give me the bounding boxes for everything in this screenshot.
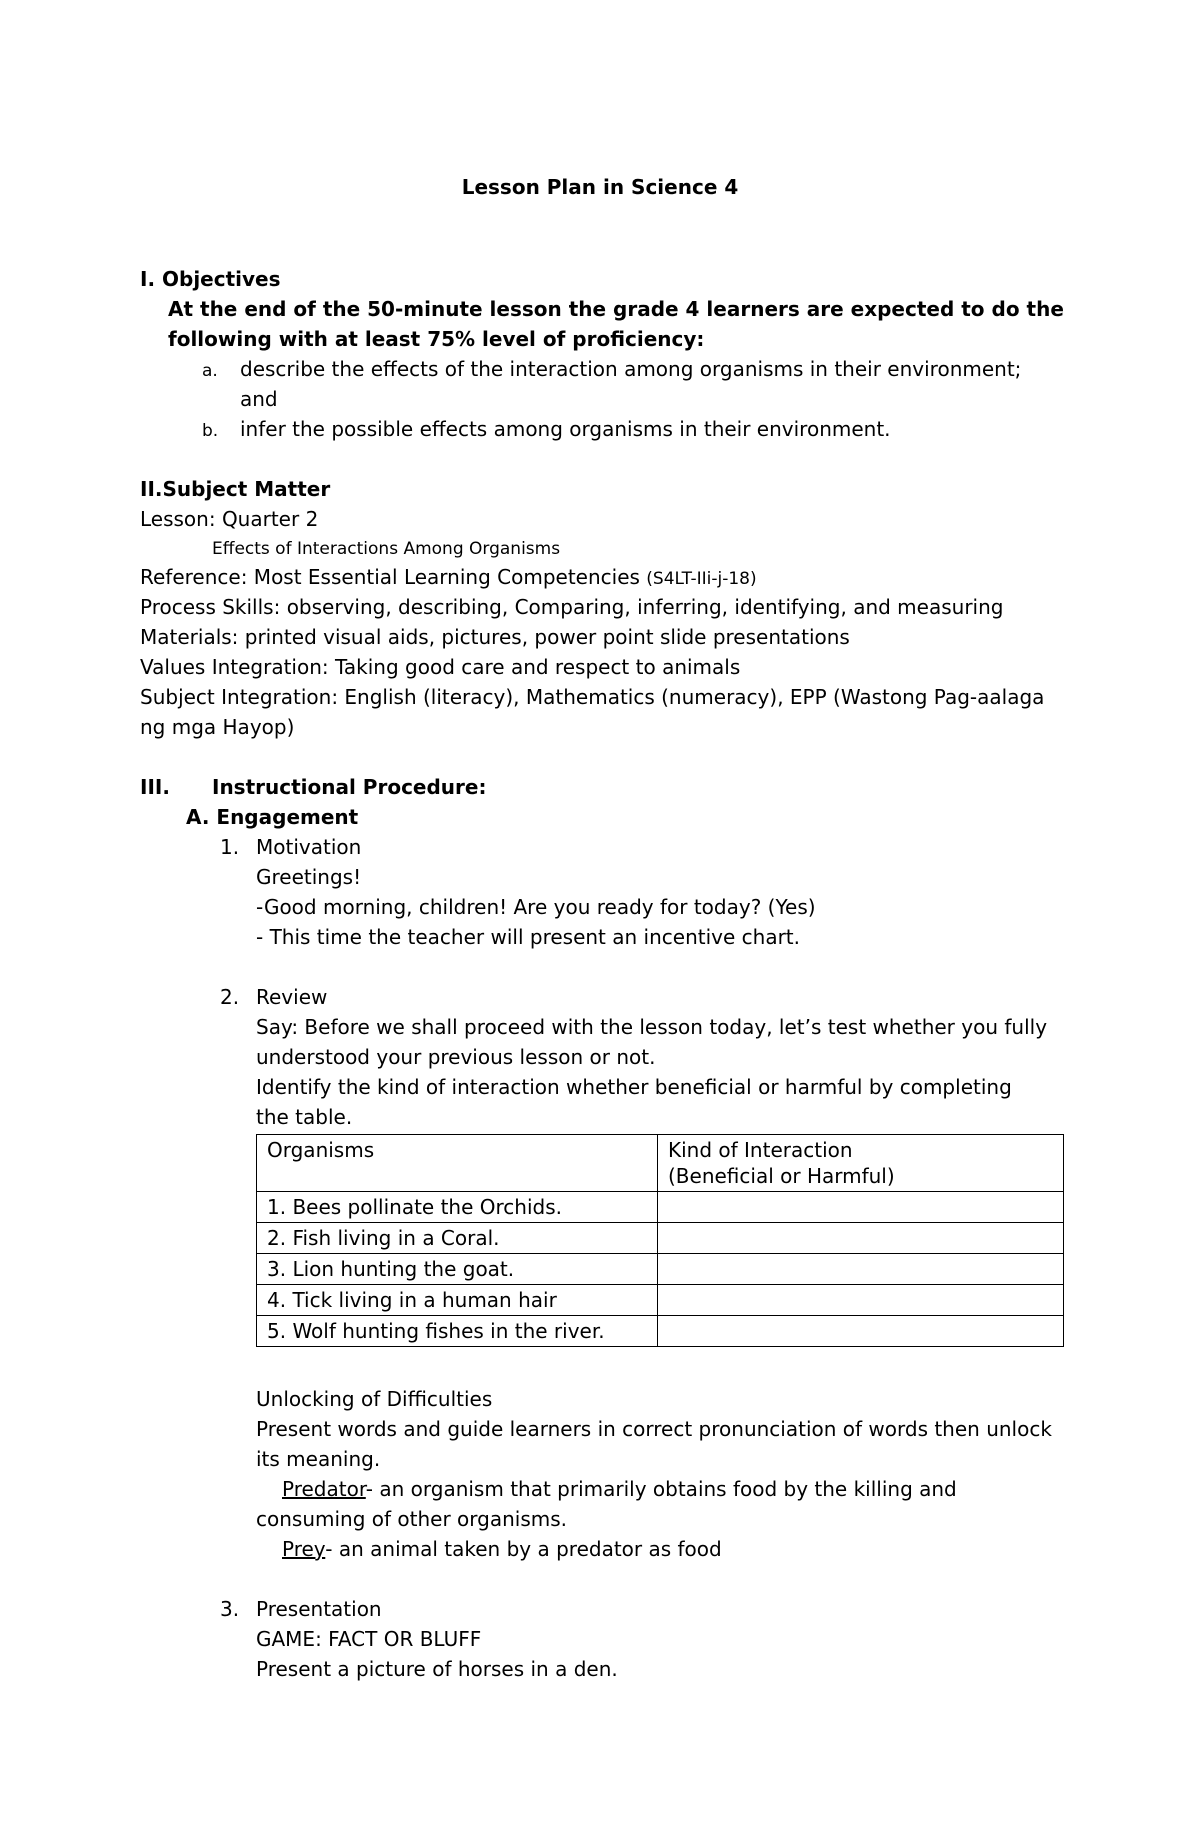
table-cell-organism: 1. Bees pollinate the Orchids. xyxy=(257,1192,658,1223)
table-row xyxy=(257,1254,1064,1285)
reference-label: Reference: Most Essential Learning Competencies xyxy=(140,565,647,589)
motivation-number: 1. xyxy=(220,835,240,859)
objectives-intro-line1: At the end of the 50-minute lesson the grade 4 learners are expected to do the xyxy=(168,297,1064,321)
unlocking-line2: its meaning. xyxy=(256,1447,381,1471)
prey-definition: - an animal taken by a predator as food xyxy=(325,1537,722,1561)
reference-code: (S4LT-IIi-j-18) xyxy=(646,569,757,589)
motivation-line3: - This time the teacher will present an incentive chart. xyxy=(256,925,800,949)
page-title: Lesson Plan in Science 4 xyxy=(461,175,739,199)
table-row xyxy=(257,1223,1064,1254)
table-cell-answer[interactable] xyxy=(658,1285,1064,1316)
review-identify-line2: the table. xyxy=(256,1105,353,1129)
table-cell-organism: 2. Fish living in a Coral. xyxy=(257,1223,658,1254)
interaction-table xyxy=(256,1134,1064,1347)
table-header-kind-line2: (Beneficial or Harmful) xyxy=(668,1164,895,1188)
engagement-heading: A. Engagement xyxy=(186,805,359,829)
presentation-game: GAME: FACT OR BLUFF xyxy=(256,1627,482,1651)
review-say-line2: understood your previous lesson or not. xyxy=(256,1045,656,1069)
table-cell-answer[interactable] xyxy=(658,1316,1064,1347)
prey-definition-line xyxy=(282,1536,722,1562)
table-header-organisms: Organisms xyxy=(257,1135,658,1192)
values-integration-line: Values Integration: Taking good care and respect to animals xyxy=(140,655,741,679)
table-cell-organism: 5. Wolf hunting fishes in the river. xyxy=(257,1316,658,1347)
prey-term: Prey xyxy=(282,1537,326,1561)
predator-definition: - an organism that primarily obtains food by the killing and xyxy=(365,1477,957,1501)
motivation-line2: -Good morning, children! Are you ready for today? (Yes) xyxy=(256,895,816,919)
presentation-title: Presentation xyxy=(256,1597,382,1621)
table-header-kind xyxy=(658,1135,1064,1192)
unlocking-line1: Present words and guide learners in correct pronunciation of words then unlock xyxy=(256,1417,1052,1441)
subject-integration-line2: ng mga Hayop) xyxy=(140,715,295,739)
unlocking-title: Unlocking of Difficulties xyxy=(256,1387,493,1411)
table-row xyxy=(257,1285,1064,1316)
objectives-intro-line2: following with at least 75% level of proficiency: xyxy=(168,327,705,351)
review-title: Review xyxy=(256,985,328,1009)
review-number: 2. xyxy=(220,985,240,1009)
presentation-number: 3. xyxy=(220,1597,240,1621)
materials-line: Materials: printed visual aids, pictures, power point slide presentations xyxy=(140,625,850,649)
procedure-heading: Instructional Procedure: xyxy=(212,775,487,799)
motivation-line1: Greetings! xyxy=(256,865,362,889)
subject-integration-line1: Subject Integration: English (literacy), Mathematics (numeracy), EPP (Wastong Pag-aalaga xyxy=(140,685,1045,709)
table-cell-answer[interactable] xyxy=(658,1192,1064,1223)
lesson-topic: Effects of Interactions Among Organisms xyxy=(212,539,561,559)
predator-term: Predator xyxy=(282,1477,366,1501)
table-cell-answer[interactable] xyxy=(658,1223,1064,1254)
table-cell-organism: 3. Lion hunting the goat. xyxy=(257,1254,658,1285)
motivation-title: Motivation xyxy=(256,835,362,859)
predator-definition-line2: consuming of other organisms. xyxy=(256,1507,568,1531)
review-identify-line1: Identify the kind of interaction whether beneficial or harmful by completing xyxy=(256,1075,1012,1099)
table-row xyxy=(257,1192,1064,1223)
objective-a-line2: and xyxy=(240,387,278,411)
objective-b-marker: b. xyxy=(202,421,219,441)
lesson-line: Lesson: Quarter 2 xyxy=(140,507,319,531)
subject-matter-heading: II.Subject Matter xyxy=(140,477,331,501)
table-header-kind-line1: Kind of Interaction xyxy=(668,1138,853,1162)
process-skills-line: Process Skills: observing, describing, Comparing, inferring, identifying, and measuring xyxy=(140,595,1004,619)
reference-line xyxy=(140,564,757,592)
presentation-line: Present a picture of horses in a den. xyxy=(256,1657,618,1681)
predator-definition-line1 xyxy=(282,1476,957,1502)
review-say-line1: Say: Before we shall proceed with the lesson today, let’s test whether you fully xyxy=(256,1015,1048,1039)
table-cell-answer[interactable] xyxy=(658,1254,1064,1285)
table-header-row xyxy=(257,1135,1064,1192)
procedure-heading-number: III. xyxy=(140,775,170,799)
objectives-heading: I. Objectives xyxy=(140,267,281,291)
objective-a-line1: describe the effects of the interaction among organisms in their environment; xyxy=(240,357,1022,381)
objective-b-text: infer the possible effects among organisms in their environment. xyxy=(240,417,891,441)
table-cell-organism: 4. Tick living in a human hair xyxy=(257,1285,658,1316)
table-row xyxy=(257,1316,1064,1347)
objective-a-marker: a. xyxy=(202,361,218,381)
